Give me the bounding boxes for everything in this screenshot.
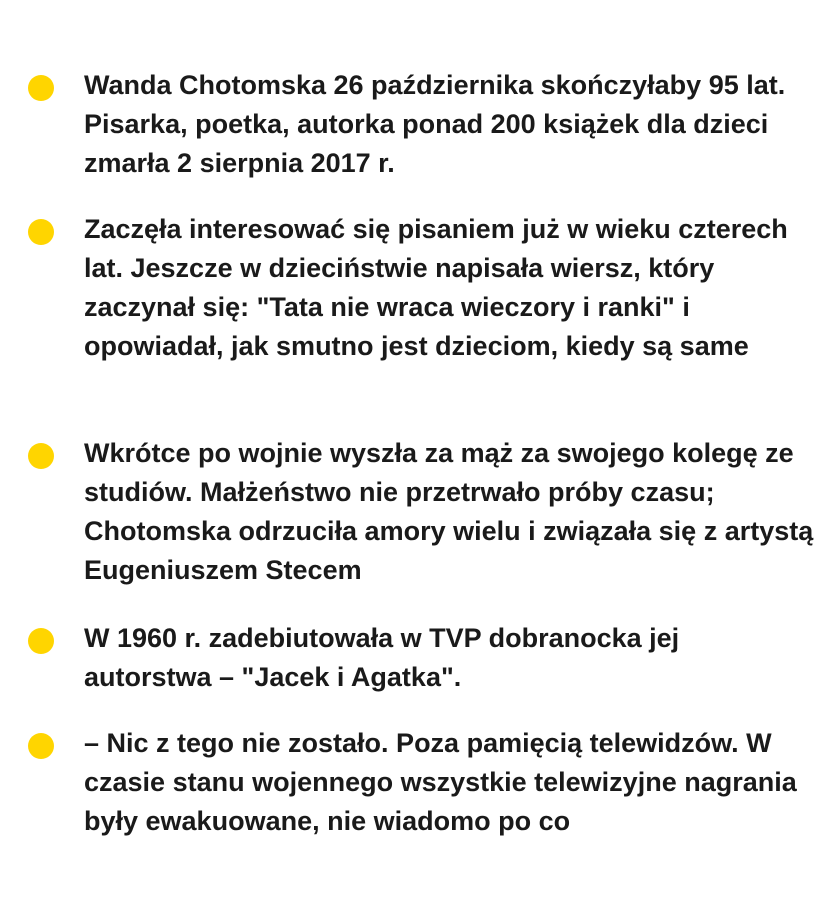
bullet-dot-icon (28, 628, 54, 654)
bullet-text: Wanda Chotomska 26 października skończyłaby 95 lat. Pisarka, poetka, autorka ponad 200 książek dla dzieci zmarła 2 sierpnia 2017 r. (84, 70, 786, 178)
bullet-dot-icon (28, 443, 54, 469)
bullet-text: – Nic z tego nie zostało. Poza pamięcią telewidzów. W czasie stanu wojennego wszystkie telewizyjne nagrania były ewakuowane, nie wiadomo po co (84, 728, 797, 836)
bullet-dot-icon (28, 219, 54, 245)
bullet-text: W 1960 r. zadebiutowała w TVP dobranocka jej autorstwa – "Jacek i Agatka". (84, 623, 680, 692)
bullet-text: Wkrótce po wojnie wyszła za mąż za swojego kolegę ze studiów. Małżeństwo nie przetrwało próby czasu; Chotomska odrzuciła amory wielu i związała się z artystą Eugeniuszem Stecem (84, 438, 814, 585)
bullet-text: Zaczęła interesować się pisaniem już w wieku czterech lat. Jeszcze w dzieciństwie napisała wiersz, który zaczynał się: "Tata nie wraca wieczory i ranki" i opowiadał, jak smutno jest dzieciom, kiedy są same (84, 214, 788, 361)
bullet-dot-icon (28, 733, 54, 759)
bullet-dot-icon (28, 75, 54, 101)
